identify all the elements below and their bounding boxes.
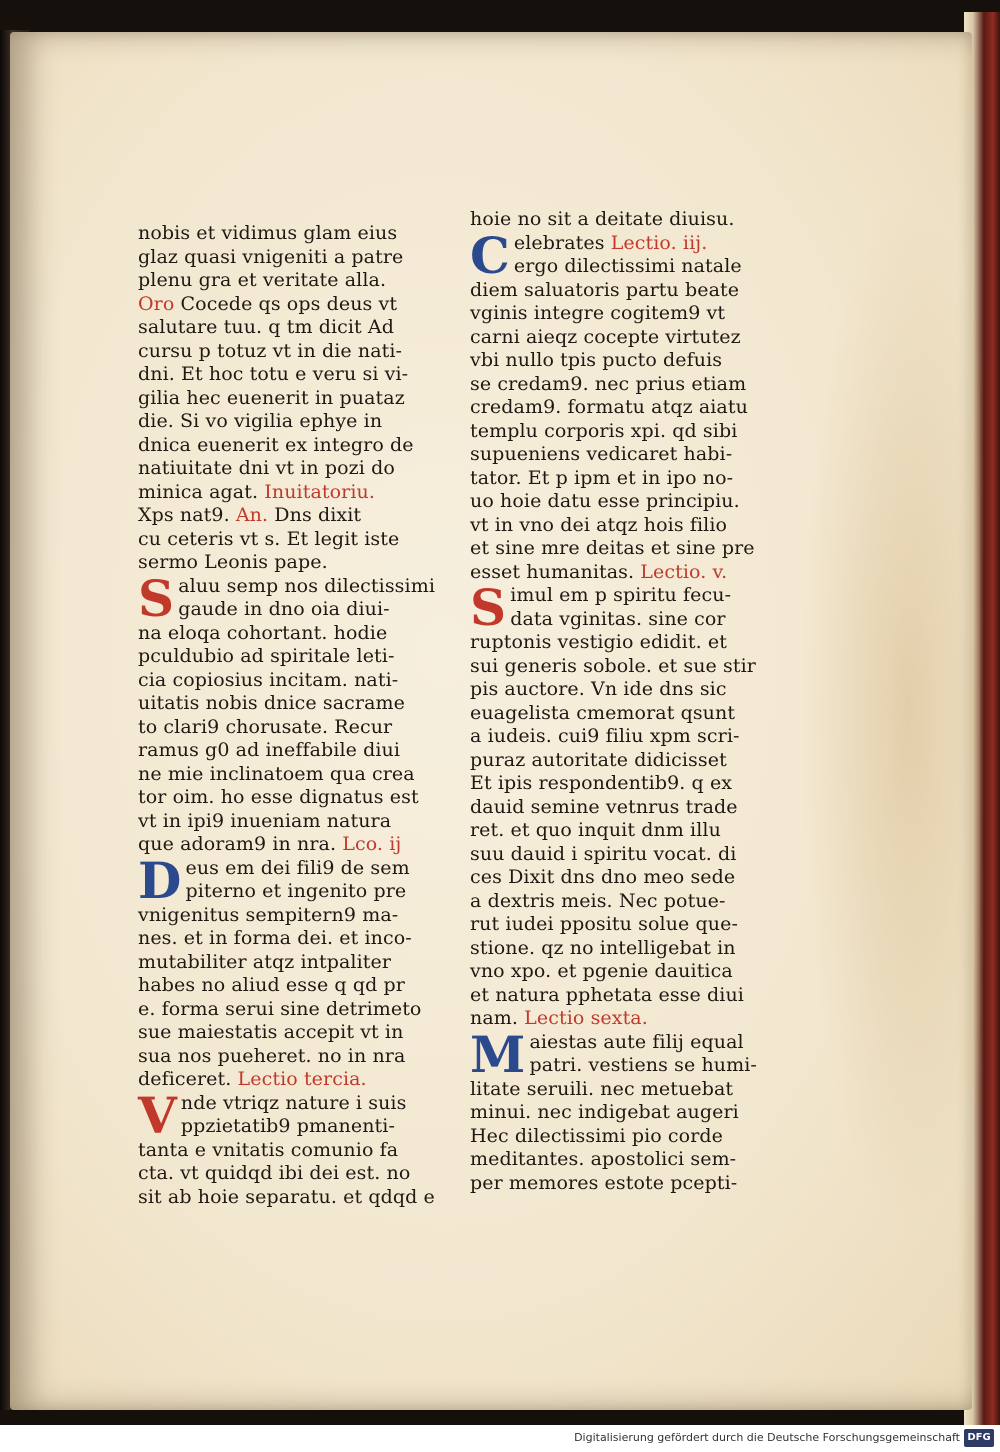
line-text: piterno et ingenito pre bbox=[185, 880, 407, 902]
line-text: vno xpo. et pgenie dauitica bbox=[470, 960, 733, 982]
line-text: sua nos pueheret. no in nra bbox=[138, 1044, 406, 1067]
text-line bbox=[138, 504, 448, 528]
text-line bbox=[138, 1068, 448, 1092]
line-text: diem saluatoris partu beate bbox=[470, 278, 740, 301]
decorated-initial: S bbox=[470, 578, 507, 637]
text-line bbox=[138, 904, 448, 928]
text-line bbox=[138, 763, 448, 787]
text-line bbox=[470, 208, 770, 232]
text-line bbox=[138, 269, 448, 293]
text-line bbox=[138, 246, 448, 270]
line-text: credam9. formatu atqz aiatu bbox=[470, 396, 748, 418]
text-line bbox=[138, 598, 448, 622]
line-text: cu ceteris vt s. Et legit iste bbox=[138, 527, 400, 550]
text-line bbox=[470, 373, 770, 397]
text-line bbox=[138, 716, 448, 740]
text-line bbox=[470, 537, 770, 561]
line-text: nes. et in forma dei. et inco- bbox=[138, 927, 412, 949]
line-text: dnica euenerit ex integro de bbox=[138, 433, 414, 456]
text-line bbox=[470, 960, 770, 984]
line-text: minica agat. bbox=[138, 480, 259, 503]
text-line bbox=[138, 833, 448, 857]
rubric: Oro bbox=[138, 292, 175, 315]
text-line bbox=[470, 631, 770, 655]
text-line bbox=[470, 561, 770, 585]
text-line bbox=[470, 443, 770, 467]
text-line bbox=[470, 984, 770, 1008]
decorated-initial: S bbox=[138, 568, 175, 628]
line-text: et sine mre deitas et sine pre bbox=[470, 537, 755, 559]
line-text: tator. Et p ipm et in ipo no- bbox=[470, 466, 734, 489]
line-text: puraz autoritate didicisset bbox=[470, 748, 727, 771]
line-text: aluu semp nos dilectissimi bbox=[178, 574, 435, 597]
text-line bbox=[138, 786, 448, 810]
line-text: a iudeis. cui9 filiu xpm scri- bbox=[470, 725, 740, 747]
line-text: ruptonis vestigio edidit. et bbox=[470, 631, 727, 653]
text-line bbox=[138, 340, 448, 364]
rubric: Lectio. v. bbox=[634, 560, 728, 583]
text-line bbox=[470, 725, 770, 749]
line-text: hoie no sit a deitate diuisu. bbox=[470, 208, 735, 230]
line-text: gaude in dno oia diui- bbox=[178, 598, 390, 620]
line-text: stione. qz no intelligebat in bbox=[470, 936, 736, 959]
line-text: nam. bbox=[470, 1007, 519, 1029]
text-line bbox=[470, 890, 770, 914]
text-line bbox=[138, 222, 448, 246]
rubric: Lco. ij bbox=[336, 833, 402, 855]
rubric: Lectio sexta. bbox=[518, 1007, 648, 1029]
text-line bbox=[138, 622, 448, 646]
text-line bbox=[470, 1007, 770, 1031]
line-text: euagelista cmemorat qsunt bbox=[470, 701, 736, 724]
text-line bbox=[138, 1162, 448, 1186]
text-line bbox=[470, 490, 770, 514]
line-text: Cocede qs ops deus vt bbox=[174, 292, 398, 315]
text-line bbox=[470, 937, 770, 961]
text-line bbox=[470, 302, 770, 326]
text-line bbox=[138, 457, 448, 481]
line-text: mutabiliter atqz intpaliter bbox=[138, 950, 392, 973]
text-line bbox=[138, 1186, 448, 1210]
footer bbox=[0, 1425, 1000, 1452]
text-line bbox=[470, 608, 770, 632]
text-line bbox=[470, 913, 770, 937]
text-line bbox=[138, 669, 448, 693]
line-text: sue maiestatis accepit vt in bbox=[138, 1021, 404, 1043]
line-text: natiuitate dni vt in pozi do bbox=[138, 457, 395, 479]
line-text: die. Si vo vigilia ephye in bbox=[138, 410, 383, 432]
line-text: cta. vt quidqd ibi dei est. no bbox=[138, 1162, 411, 1184]
line-text: suu dauid i spiritu vocat. di bbox=[470, 842, 737, 865]
text-line bbox=[470, 279, 770, 303]
line-text: vt in ipi9 inueniam natura bbox=[138, 809, 392, 832]
line-text: ppzietatib9 pmanenti- bbox=[180, 1115, 395, 1137]
line-text: Xps nat9. bbox=[138, 504, 230, 526]
text-line bbox=[138, 293, 448, 317]
line-text: pculdubio ad spiritale leti- bbox=[138, 645, 395, 667]
line-text: to clari9 chorusate. Recur bbox=[138, 715, 393, 738]
water-stain bbox=[800, 192, 980, 1232]
line-text: cursu p totuz vt in die nati- bbox=[138, 339, 403, 362]
line-text: dauid semine vetnrus trade bbox=[470, 795, 738, 818]
line-text: plenu gra et veritate alla. bbox=[138, 269, 387, 291]
line-text: ne mie inclinatoem qua crea bbox=[138, 762, 415, 785]
text-line bbox=[470, 514, 770, 538]
text-line bbox=[470, 1172, 770, 1196]
line-text: elebrates bbox=[513, 231, 605, 254]
text-line bbox=[138, 551, 448, 575]
text-line bbox=[470, 843, 770, 867]
line-text: uo hoie datu esse principiu. bbox=[470, 490, 740, 512]
text-line bbox=[470, 255, 770, 279]
line-text: vt in vno dei atqz hois filio bbox=[470, 513, 728, 536]
text-line bbox=[138, 434, 448, 458]
text-line bbox=[138, 481, 448, 505]
text-line bbox=[138, 927, 448, 951]
text-line bbox=[138, 363, 448, 387]
line-text: vginis integre cogitem9 vt bbox=[470, 302, 726, 324]
text-line bbox=[470, 796, 770, 820]
line-text: gilia hec euenerit in puataz bbox=[138, 386, 405, 409]
decorated-initial: M bbox=[470, 1024, 526, 1084]
line-text: nde vtriqz nature i suis bbox=[180, 1091, 407, 1114]
text-line bbox=[138, 974, 448, 998]
text-line bbox=[138, 880, 448, 904]
text-line bbox=[470, 396, 770, 420]
line-text: que adoram9 in nra. bbox=[138, 833, 337, 855]
text-line bbox=[138, 316, 448, 340]
text-line bbox=[470, 349, 770, 373]
line-text: sui generis sobole. et sue stir bbox=[470, 654, 756, 677]
line-text: cia copiosius incitam. nati- bbox=[138, 668, 399, 691]
dfg-logo: DFG bbox=[964, 1429, 994, 1447]
line-text: pis auctore. Vn ide dns sic bbox=[470, 678, 727, 700]
text-line bbox=[138, 410, 448, 434]
line-text: a dextris meis. Nec potue- bbox=[470, 889, 726, 912]
text-line bbox=[138, 739, 448, 763]
text-line bbox=[138, 951, 448, 975]
line-text: dni. Et hoc totu e veru si vi- bbox=[138, 363, 409, 385]
line-text: glaz quasi vnigeniti a patre bbox=[138, 245, 404, 268]
rubric: Lectio tercia. bbox=[231, 1068, 367, 1090]
text-line bbox=[138, 810, 448, 834]
line-text: eus em dei fili9 de sem bbox=[185, 856, 410, 879]
line-text: minui. nec indigebat augeri bbox=[470, 1101, 739, 1123]
line-text: se credam9. nec prius etiam bbox=[470, 372, 747, 395]
text-line bbox=[470, 702, 770, 726]
rubric: Inuitatoriu. bbox=[258, 480, 375, 503]
line-text: habes no aliud esse q qd pr bbox=[138, 974, 405, 996]
line-text: templu corporis xpi. qd sibi bbox=[470, 419, 738, 442]
line-text: na eloqa cohortant. hodie bbox=[138, 621, 388, 644]
text-line bbox=[470, 326, 770, 350]
line-text: data vginitas. sine cor bbox=[510, 607, 726, 630]
text-line bbox=[470, 1148, 770, 1172]
line-text: ret. et quo inquit dnm illu bbox=[470, 819, 721, 841]
line-text: tanta e vnitatis comunio fa bbox=[138, 1138, 399, 1161]
text-line bbox=[470, 655, 770, 679]
line-text: et natura pphetata esse diui bbox=[470, 983, 744, 1006]
line-text: imul em p spiritu fecu- bbox=[510, 584, 732, 606]
decorated-initial: C bbox=[470, 225, 510, 285]
text-line bbox=[470, 1125, 770, 1149]
line-text: supueniens vedicaret habi- bbox=[470, 443, 733, 465]
line-text: ces Dixit dns dno meo sede bbox=[470, 866, 736, 888]
line-text: ramus g0 ad ineffabile diui bbox=[138, 739, 401, 761]
line-text: e. forma serui sine detrimeto bbox=[138, 997, 422, 1020]
line-text: nobis et vidimus glam eius bbox=[138, 222, 398, 244]
line-text: ergo dilectissimi natale bbox=[513, 255, 742, 277]
line-text: litate seruili. nec metuebat bbox=[470, 1077, 734, 1100]
text-line bbox=[470, 467, 770, 491]
line-text: patri. vestiens se humi- bbox=[529, 1054, 757, 1076]
line-text: meditantes. apostolici sem- bbox=[470, 1148, 737, 1170]
rubric: An. bbox=[229, 504, 269, 526]
text-line bbox=[138, 1139, 448, 1163]
line-text: aiestas aute filij equal bbox=[529, 1030, 744, 1053]
text-line bbox=[138, 692, 448, 716]
text-line bbox=[470, 678, 770, 702]
right-text-column bbox=[470, 208, 770, 1195]
text-line bbox=[138, 1021, 448, 1045]
text-line bbox=[470, 819, 770, 843]
line-text: deficeret. bbox=[138, 1068, 232, 1090]
rubric: Lectio. iij. bbox=[604, 231, 708, 254]
line-text: Hec dilectissimi pio corde bbox=[470, 1124, 724, 1147]
text-line bbox=[470, 772, 770, 796]
text-line bbox=[470, 420, 770, 444]
text-line bbox=[470, 866, 770, 890]
left-text-column bbox=[138, 222, 448, 1209]
line-text: uitatis nobis dnice sacrame bbox=[138, 692, 405, 714]
text-line bbox=[138, 1115, 448, 1139]
line-text: rut iudei ppositu solue que- bbox=[470, 913, 738, 935]
line-text: vnigenitus sempitern9 ma- bbox=[138, 903, 399, 926]
line-text: vbi nullo tpis pucto defuis bbox=[470, 349, 723, 371]
line-text: carni aieqz cocepte virtutez bbox=[470, 325, 741, 348]
line-text: sermo Leonis pape. bbox=[138, 551, 328, 573]
line-text: tor oim. ho esse dignatus est bbox=[138, 786, 419, 808]
footer-credit: Digitalisierung gefördert durch die Deutsche Forschungsgemeinschaft bbox=[574, 1431, 960, 1444]
text-line bbox=[138, 387, 448, 411]
text-line bbox=[138, 998, 448, 1022]
line-text: per memores estote pcepti- bbox=[470, 1171, 738, 1194]
decorated-initial: V bbox=[138, 1085, 177, 1145]
text-line bbox=[470, 1101, 770, 1125]
text-line bbox=[138, 645, 448, 669]
line-text: salutare tuu. q tm dicit Ad bbox=[138, 316, 395, 338]
line-text: sit ab hoie separatu. et qdqd e bbox=[138, 1185, 435, 1208]
text-line bbox=[138, 528, 448, 552]
decorated-initial: D bbox=[138, 850, 182, 910]
line-text: Dns dixit bbox=[268, 504, 362, 526]
line-text: esset humanitas. bbox=[470, 560, 635, 583]
line-text: Et ipis respondentib9. q ex bbox=[470, 772, 733, 794]
text-line bbox=[138, 1045, 448, 1069]
text-line bbox=[470, 1078, 770, 1102]
text-line bbox=[470, 749, 770, 773]
